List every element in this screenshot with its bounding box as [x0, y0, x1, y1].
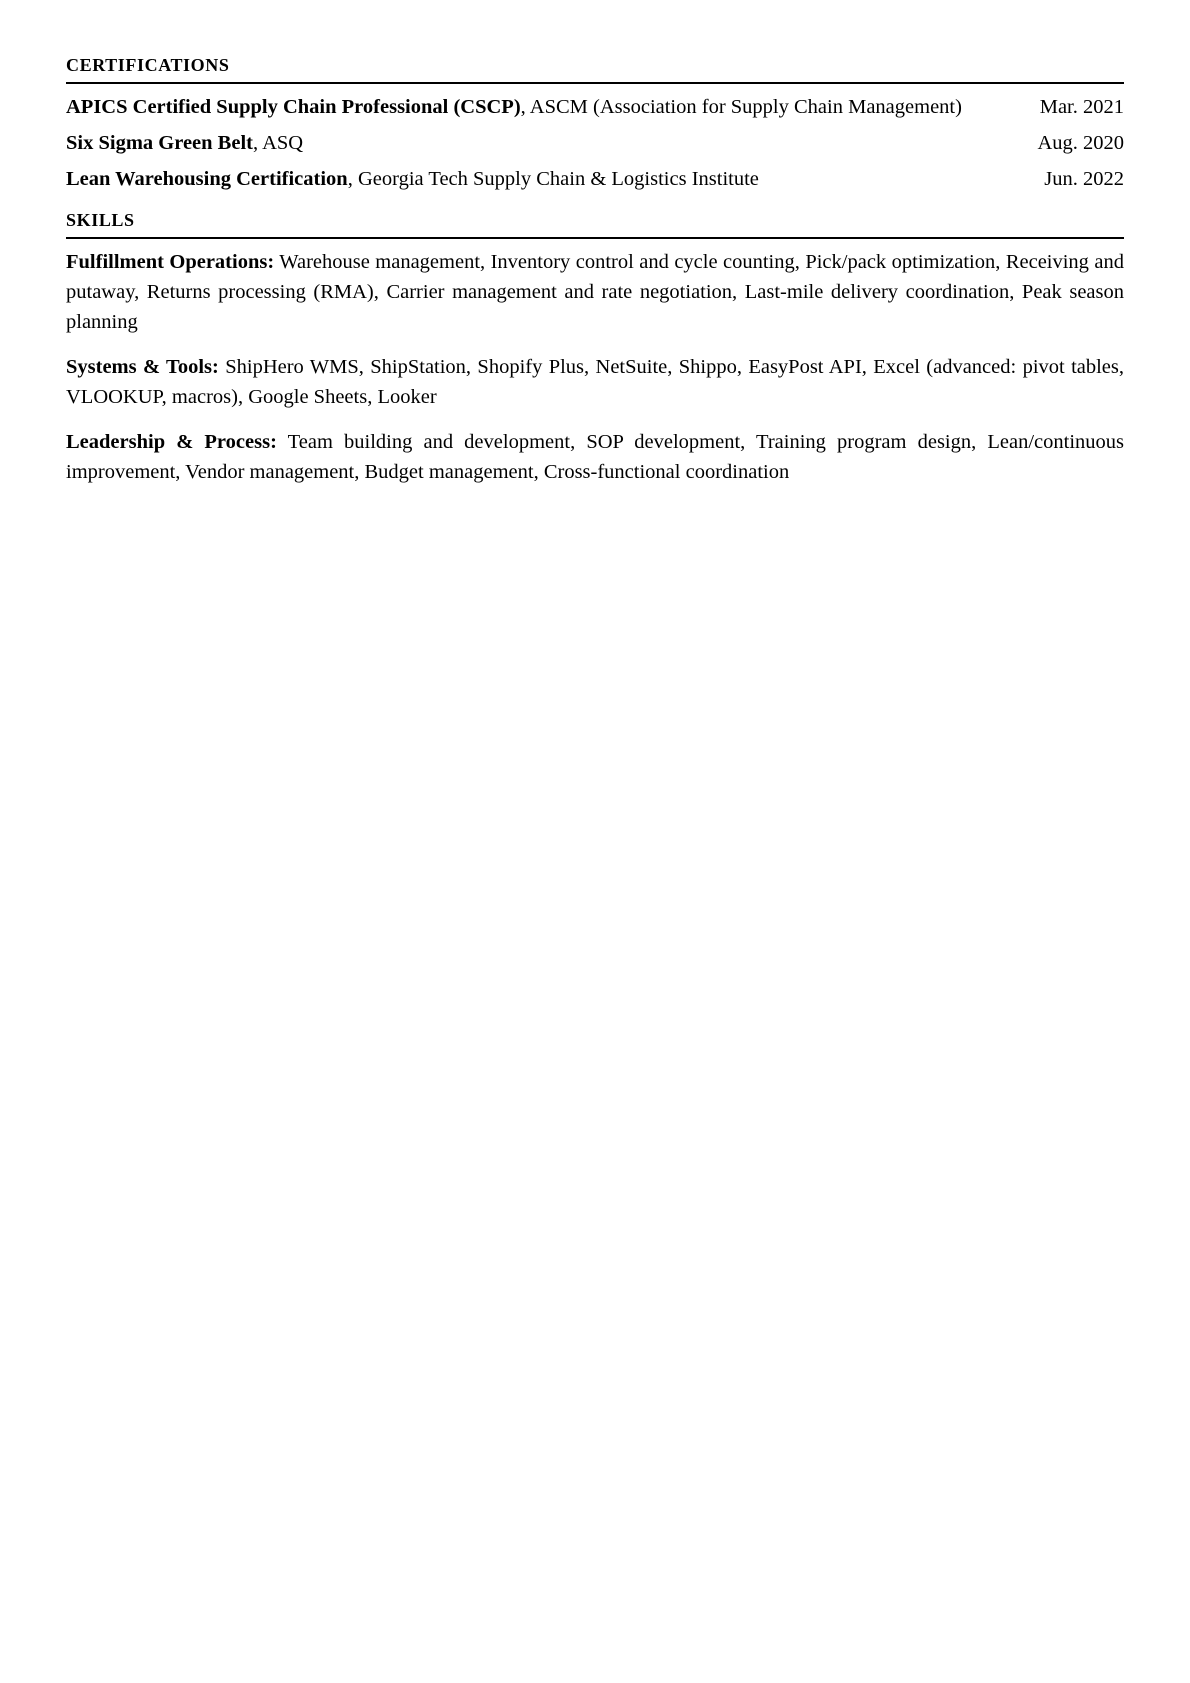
skill-group	[66, 428, 1124, 488]
skill-group	[66, 248, 1124, 338]
section-rule-skills	[66, 237, 1124, 239]
certification-entry	[66, 129, 1124, 159]
section-heading-skills: skills	[66, 203, 135, 233]
certification-date: Mar. 2021	[1039, 95, 1124, 118]
certification-name: Six Sigma Green Belt	[66, 131, 253, 154]
certification-date: Aug. 2020	[1037, 131, 1124, 154]
skill-group	[66, 353, 1124, 413]
skill-group-items: Team building and development, SOP development, Training program design, Lean/continuous improvement, Vendor management, Budget management, Cross-functional coordination	[66, 430, 1124, 483]
certification-entry	[66, 165, 1124, 195]
skill-group-label: Leadership & Process:	[66, 430, 277, 453]
page-content	[66, 48, 1124, 488]
section-skills	[66, 203, 1124, 487]
certification-name: APICS Certified Supply Chain Professional (CSCP)	[66, 95, 521, 118]
certification-date: Jun. 2022	[1044, 167, 1124, 190]
certification-issuer: , ASCM (Association for Supply Chain Management)	[520, 95, 962, 118]
certification-body	[66, 93, 1124, 123]
certification-entry	[66, 93, 1124, 123]
certification-issuer: , Georgia Tech Supply Chain & Logistics Institute	[347, 167, 759, 190]
section-heading-certifications: certifications	[66, 48, 230, 77]
skill-group-label: Fulfillment Operations:	[66, 251, 275, 274]
skill-group-items: ShipHero WMS, ShipStation, Shopify Plus, NetSuite, Shippo, EasyPost API, Excel (advanced: pivot tables, VLOOKUP, macros), Google Sheets, Looker	[66, 355, 1125, 408]
skill-group-label: Systems & Tools:	[66, 355, 219, 378]
skill-group-items: Warehouse management, Inventory control and cycle counting, Pick/pack optimization, Receiving and putaway, Returns processing (RMA), Carrier management and rate negotiation, Last-mile delivery coordination, Peak season planning	[66, 251, 1124, 333]
section-certifications	[66, 48, 1124, 194]
certification-name: Lean Warehousing Certification	[66, 167, 348, 190]
section-rule-certifications	[66, 82, 1124, 84]
certification-issuer: , ASQ	[252, 131, 304, 154]
